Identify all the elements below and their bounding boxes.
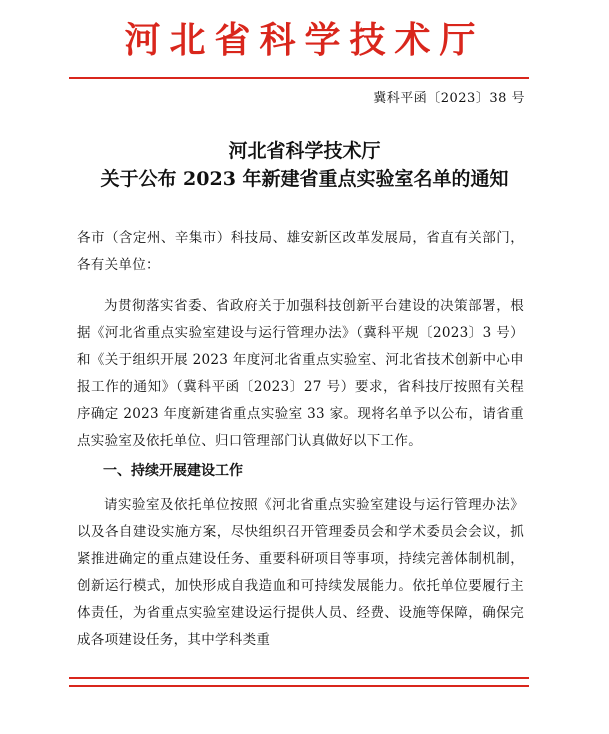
masthead-red-rule [69, 77, 529, 79]
intro-paragraph: 为贯彻落实省委、省政府关于加强科技创新平台建设的决策部署，根据《河北省重点实验室建设与运行管理办法》（冀科平规〔2023〕3 号）和《关于组织开展 2023 年度河北省重点实验室、河北省技术创新中心申报工作的通知》（冀科平函〔2023〕27 号）要求，省科技厅按照有关程序确定 2023 年度新建省重点实验室 33 家。现将名单予以公布，请省重点实验室及依托单位、归口管理部门认真做好以下工作。 [77, 298, 524, 449]
section-heading: 一、持续开展建设工作 [103, 463, 243, 479]
title-subject: 关于公布 2023 年新建省重点实验室名单的通知 [100, 168, 509, 190]
footer-red-rule [69, 677, 529, 679]
document-number: 冀科平函〔2023〕38 号 [373, 91, 525, 106]
footer-red-rule-second [69, 685, 529, 687]
recipients-paragraph: 各市（含定州、辛集市）科技局、雄安新区改革发展局，省直有关部门，各有关单位： [77, 230, 524, 273]
section-body-paragraph: 请实验室及依托单位按照《河北省重点实验室建设与运行管理办法》以及各自建设实施方案，尽快组织召开管理委员会和学术委员会会议，抓紧推进确定的重点建设任务、重要科研项目等事项，持续完善体制机制，创新运行模式，加快形成自我造血和可持续发展能力。依托单位要履行主体责任，为省重点实验室建设运行提供人员、经费、设施等保障，确保完成各项建设任务，其中学科类重 [77, 497, 524, 648]
title-issuer: 河北省科学技术厅 [228, 140, 381, 162]
org-masthead: 河北省科学技术厅 [124, 19, 485, 61]
